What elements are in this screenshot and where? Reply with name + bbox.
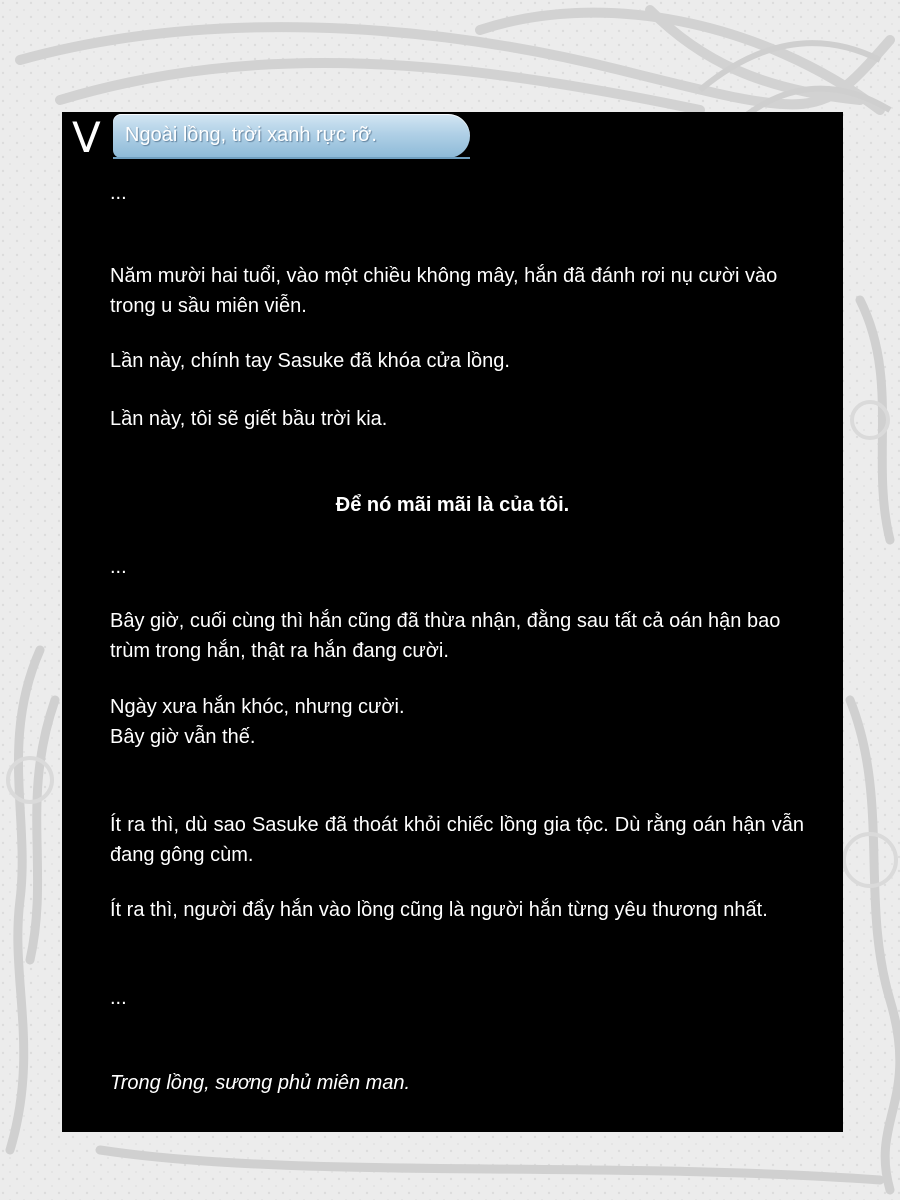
paragraph-1: Năm mười hai tuổi, vào một chiều không mây, hắn đã đánh rơi nụ cười vào trong u sầu miên viễn.: [110, 265, 778, 317]
paragraph-7: Ít ra thì, người đẩy hắn vào lồng cũng là người hắn từng yêu thương nhất.: [110, 899, 768, 921]
chapter-letter: V: [72, 113, 101, 162]
paragraph-3: Lần này, tôi sẽ giết bầu trời kia.: [110, 408, 388, 430]
ellipsis-3: ...: [110, 987, 127, 1009]
paragraph-5b: Bây giờ vẫn thế.: [110, 726, 256, 748]
ellipsis-2: ...: [110, 556, 127, 578]
ellipsis-1: ...: [110, 182, 127, 204]
paragraph-2: Lần này, chính tay Sasuke đã khóa cửa lồng.: [110, 350, 510, 372]
paragraph-5a: Ngày xưa hắn khóc, nhưng cười.: [110, 696, 405, 718]
paragraph-6: Ít ra thì, dù sao Sasuke đã thoát khỏi chiếc lồng gia tộc. Dù rằng oán hận vẫn đang gông cùm.: [110, 814, 804, 866]
closing-line: Trong lồng, sương phủ miên man.: [110, 1072, 411, 1094]
chapter-title: Ngoài lồng, trời xanh rực rỡ.: [125, 124, 377, 146]
paragraph-4: Bây giờ, cuối cùng thì hắn cũng đã thừa nhận, đằng sau tất cả oán hận bao trùm trong hắn, thật ra hắn đang cười.: [110, 610, 781, 662]
emphasis-line: Để nó mãi mãi là của tôi.: [335, 494, 570, 516]
